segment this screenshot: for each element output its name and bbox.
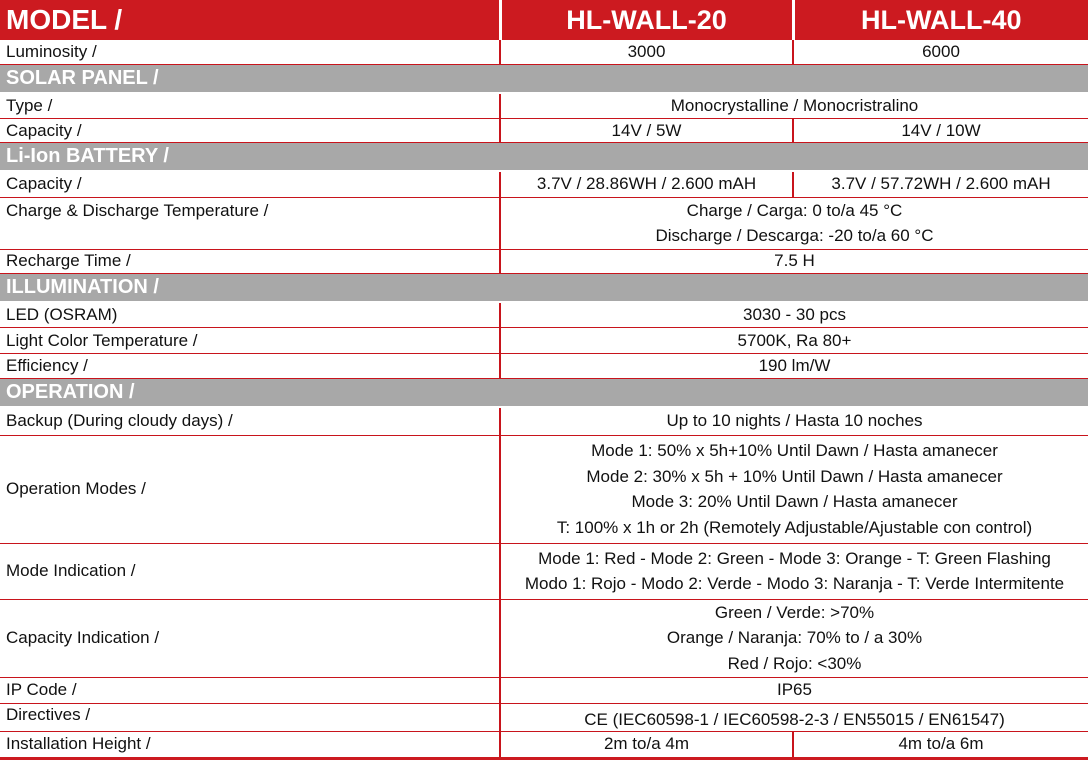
value-shared: 5700K, Ra 80+ [500,328,1088,354]
row-label: Mode Indication / [0,543,500,599]
value-a: 3.7V / 28.86WH / 2.600 mAH [500,171,793,197]
section-title: OPERATION / [0,379,1088,408]
row-label: IP Code / [0,677,500,703]
row-capacity-indication [0,599,1088,677]
row-solar-type [0,93,1088,119]
row-directives [0,703,1088,731]
section-title: SOLAR PANEL / [0,64,1088,93]
value-shared: Monocrystalline / Monocristralino [500,93,1088,119]
value-shared [500,435,1088,543]
row-label: Light Color Temperature / [0,328,500,354]
row-led [0,302,1088,328]
value-line: Green / Verde: >70% [714,602,875,622]
row-solar-capacity [0,119,1088,143]
value-b: 4m to/a 6m [793,731,1088,758]
value-line: Mode 1: 50% x 5h+10% Until Dawn / Hasta amanecer [591,441,998,460]
value-line: Modo 1: Rojo - Modo 2: Verde - Modo 3: Naranja - T: Verde Intermitente [524,574,1065,593]
value-shared: Up to 10 nights / Hasta 10 noches [500,407,1088,435]
row-light-color-temperature [0,328,1088,354]
value-line: T: 100% x 1h or 2h (Remotely Adjustable/Ajustable con control) [556,517,1033,537]
row-installation-height [0,731,1088,758]
section-operation [0,379,1088,408]
value-line: Red / Rojo: <30% [727,653,862,673]
section-battery [0,143,1088,172]
value-line: Mode 2: 30% x 5h + 10% Until Dawn / Hasta amanecer [586,466,1003,486]
value-shared: IP65 [500,677,1088,703]
header-row [0,0,1088,40]
col-a-header: HL-WALL-20 [500,0,793,40]
value-b: 3.7V / 57.72WH / 2.600 mAH [793,171,1088,197]
row-label: Recharge Time / [0,249,500,273]
model-header: MODEL / [0,0,500,40]
value-line: Discharge / Descarga: -20 to/a 60 °C [655,226,934,245]
row-battery-capacity [0,171,1088,197]
value-line: Orange / Naranja: 70% to / a 30% [666,628,923,648]
row-efficiency [0,354,1088,379]
row-backup [0,407,1088,435]
row-label: LED (OSRAM) [0,302,500,328]
value-a: 3000 [500,40,793,64]
row-charge-temperature [0,197,1088,249]
row-label: Charge & Discharge Temperature / [0,197,500,249]
section-title: Li-Ion BATTERY / [0,143,1088,172]
value-shared: 7.5 H [500,249,1088,273]
row-ip-code [0,677,1088,703]
value-a: 14V / 5W [500,119,793,143]
value-line: Charge / Carga: 0 to/a 45 °C [686,200,903,220]
value-shared [500,543,1088,599]
value-shared: CE (IEC60598-1 / IEC60598-2-3 / EN55015 / EN61547) [500,703,1088,731]
row-label: Installation Height / [0,731,500,758]
row-label: Operation Modes / [0,435,500,543]
section-title: ILLUMINATION / [0,273,1088,302]
col-b-header: HL-WALL-40 [793,0,1088,40]
row-label: Luminosity / [0,40,500,64]
value-shared: 190 lm/W [500,354,1088,379]
row-label: Capacity Indication / [0,599,500,677]
value-line: Mode 1: Red - Mode 2: Green - Mode 3: Orange - T: Green Flashing [538,548,1051,568]
value-a: 2m to/a 4m [500,731,793,758]
row-label: Efficiency / [0,354,500,379]
row-luminosity [0,40,1088,64]
value-shared [500,197,1088,249]
row-recharge-time [0,249,1088,273]
row-operation-modes [0,435,1088,543]
row-label: Directives / [0,703,500,731]
section-solar-panel [0,64,1088,93]
value-shared [500,599,1088,677]
value-shared: 3030 - 30 pcs [500,302,1088,328]
value-b: 6000 [793,40,1088,64]
row-label: Backup (During cloudy days) / [0,407,500,435]
row-mode-indication [0,543,1088,599]
value-b: 14V / 10W [793,119,1088,143]
row-label: Type / [0,93,500,119]
row-label: Capacity / [0,119,500,143]
section-illumination [0,273,1088,302]
value-line: Mode 3: 20% Until Dawn / Hasta amanecer [631,492,958,511]
row-label: Capacity / [0,171,500,197]
